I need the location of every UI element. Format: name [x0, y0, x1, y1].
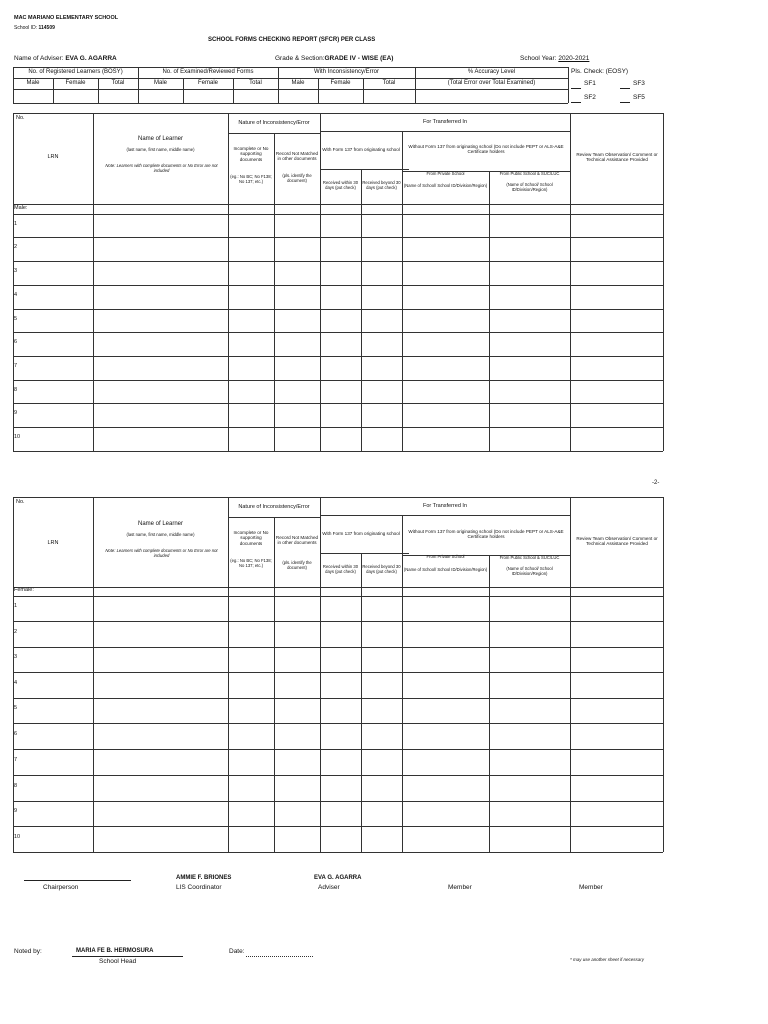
col-for-transferred: For Transferred In [422, 118, 468, 125]
col-nature: Nature of Inconsistency/Error [238, 503, 310, 510]
row-number: 2 [14, 244, 18, 250]
col-record-not: Record Not Matched in other documents [275, 150, 319, 161]
row-number: 2 [14, 629, 18, 635]
col-with-form: With Form 137 from originating school [322, 147, 400, 153]
row-number: 10 [14, 834, 21, 840]
adviser-label: Name of Adviser: [14, 55, 64, 62]
grade-section: GRADE IV - WISE (EA) [324, 55, 394, 62]
school-name: MAC MARIANO ELEMENTARY SCHOOL [14, 15, 119, 21]
accuracy-sub: (Total Error over Total Examined) [447, 79, 536, 86]
exam-male: Male [153, 79, 167, 86]
chairperson-title: Chairperson [43, 884, 79, 891]
report-title: SCHOOL FORMS CHECKING REPORT (SFCR) PER CLASS [208, 37, 376, 43]
footnote: * may use another sheet if necessary [570, 957, 645, 962]
school-id-label: School ID: [14, 25, 38, 31]
col-note: Note: Learners with complete documents or No Error are not included [105, 162, 218, 173]
col-name-sub: (last name, first name, middle name) [126, 147, 195, 153]
col-received-beyond: Received beyond 30 days (put check) [362, 179, 401, 190]
school-head-title: School Head [99, 958, 137, 965]
col-private-sub: (Name of School/ School ID/Division/Region) [403, 183, 488, 189]
col-from-private: From Private School [426, 170, 465, 176]
reg-female: Female [65, 79, 86, 86]
col-incomplete-eg: (eg.: No BC; No F138; No 137; etc.) [230, 173, 272, 184]
adviser-signatory-name: EVA G. AGARRA [314, 875, 362, 881]
sf3-label: SF3 [633, 80, 645, 87]
col-record-identify: (pls. identify the document) [282, 559, 312, 570]
lis-coordinator-name: AMMIE F. BRIONES [176, 875, 232, 881]
row-number: 6 [14, 339, 18, 345]
col-public-sub: (Name of School/ School ID/Division/Region) [506, 181, 553, 192]
row-number: 6 [14, 731, 18, 737]
col-without-form: Without Form 137 from originating school (Do not include PEPT or ALS-A&E Certificate holders [408, 528, 564, 539]
sf5-label: SF5 [633, 94, 645, 101]
row-number: 9 [14, 410, 18, 416]
row-number: 4 [14, 680, 18, 686]
col-public-sub: (Name of School/ School ID/Division/Region) [506, 565, 553, 576]
col-name: Name of Learner [137, 521, 184, 528]
row-number: 7 [14, 757, 18, 763]
row-number: 10 [14, 434, 21, 440]
date-field-line[interactable] [246, 956, 313, 957]
adviser-row [14, 56, 117, 63]
school-head-signature-line [72, 956, 183, 957]
row-number: 8 [14, 387, 18, 393]
col-incomplete-eg: (eg.: No BC; No F138; No 137; etc.) [230, 557, 272, 568]
row-number: 7 [14, 363, 18, 369]
inc-male: Male [291, 79, 305, 86]
col-from-public: From Public School & SUC/LUC [499, 555, 560, 561]
row-number: 3 [14, 268, 18, 274]
member-1-title: Member [448, 884, 472, 891]
sf1-label: SF1 [584, 80, 596, 87]
row-number: 9 [14, 808, 18, 814]
col-name-sub: (last name, first name, middle name) [126, 532, 195, 538]
inc-total: Total [382, 79, 396, 86]
row-number: 5 [14, 705, 18, 711]
member-2-title: Member [579, 884, 603, 891]
col-from-public: From Public School & SUC/LUC [499, 171, 560, 177]
sf2-label: SF2 [584, 94, 596, 101]
school-year: 2020-2021 [558, 55, 590, 62]
col-private-sub: (Name of School/ School ID/Division/Region) [403, 567, 488, 573]
male-table [13, 113, 663, 451]
inconsistency-header: With Inconsistency/Error [313, 68, 380, 75]
col-name: Name of Learner [137, 136, 184, 143]
col-without-form: Without Form 137 from originating school (Do not include PEPT or ALS-A&E Certificate holders [408, 143, 564, 154]
school-head-name: MARIA FE B. HERMOSURA [76, 948, 154, 954]
reg-male: Male [26, 79, 40, 86]
school-id-row [14, 26, 55, 31]
school-id: 114509 [38, 25, 55, 31]
row-number: 1 [14, 221, 18, 227]
page-number: -2- [652, 480, 660, 486]
row-number: 1 [14, 603, 18, 609]
sf1-checkbox[interactable] [571, 88, 581, 89]
grade-label: Grade & Section: [275, 55, 325, 62]
row-number: 4 [14, 292, 18, 298]
examined-header: No. of Examined/Reviewed Forms [162, 68, 254, 75]
col-received-30: Received within 30 days (put check) [322, 563, 359, 574]
male-label: Male: [14, 205, 28, 211]
school-year-row [520, 56, 589, 63]
sf5-checkbox[interactable] [620, 102, 630, 103]
adviser-name: EVA G. AGARRA [65, 55, 117, 62]
row-number: 8 [14, 783, 18, 789]
col-note: Note: Learners with complete documents or No Error are not included [105, 547, 218, 558]
col-no: No. [16, 115, 25, 121]
col-received-beyond: Received beyond 30 days (put check) [362, 563, 401, 574]
row-number: 5 [14, 316, 18, 322]
school-year-label: School Year: [520, 55, 557, 62]
col-record-not: Record Not Matched in other documents [275, 534, 319, 545]
exam-total: Total [249, 79, 262, 86]
col-received-30: Received within 30 days (put check) [322, 179, 359, 190]
col-incomplete: Incomplete or No supporting documents [233, 529, 269, 546]
female-label: Female: [14, 587, 34, 593]
col-review: Review Team Observation/ Comment or Technical Assistance Provided [576, 151, 658, 162]
col-lrn: LRN [47, 153, 59, 160]
female-table [13, 497, 663, 852]
accuracy-header: % Accuracy Level [467, 68, 516, 75]
row-number: 3 [14, 654, 18, 660]
pls-check-label: Pls. Check: (EOSY) [571, 68, 629, 75]
lis-coordinator-title: LIS Coordinator [176, 884, 222, 891]
sf3-checkbox[interactable] [620, 88, 630, 89]
sf2-checkbox[interactable] [571, 102, 581, 103]
summary-table [13, 67, 568, 103]
col-for-transferred: For Transferred In [422, 502, 468, 509]
registered-header: No. of Registered Learners (BOSY) [28, 68, 123, 75]
reg-total: Total [111, 79, 125, 86]
col-with-form: With Form 137 from originating school [322, 531, 400, 537]
adviser-signatory-title: Adviser [318, 884, 340, 891]
date-label[interactable]: Date: [229, 948, 245, 955]
grade-row [275, 56, 393, 63]
exam-female: Female [197, 79, 218, 86]
col-review: Review Team Observation/ Comment or Technical Assistance Provided [576, 535, 658, 546]
col-no: No. [16, 499, 25, 505]
col-nature: Nature of Inconsistency/Error [238, 119, 310, 126]
chairperson-signature-line [24, 880, 131, 881]
inc-female: Female [330, 79, 351, 86]
col-from-private: From Private School [426, 553, 465, 559]
col-record-identify: (pls. identify the document) [282, 172, 312, 183]
noted-by-label: Noted by: [14, 948, 42, 955]
col-lrn: LRN [47, 539, 59, 546]
col-incomplete: Incomplete or No supporting documents [233, 145, 269, 162]
